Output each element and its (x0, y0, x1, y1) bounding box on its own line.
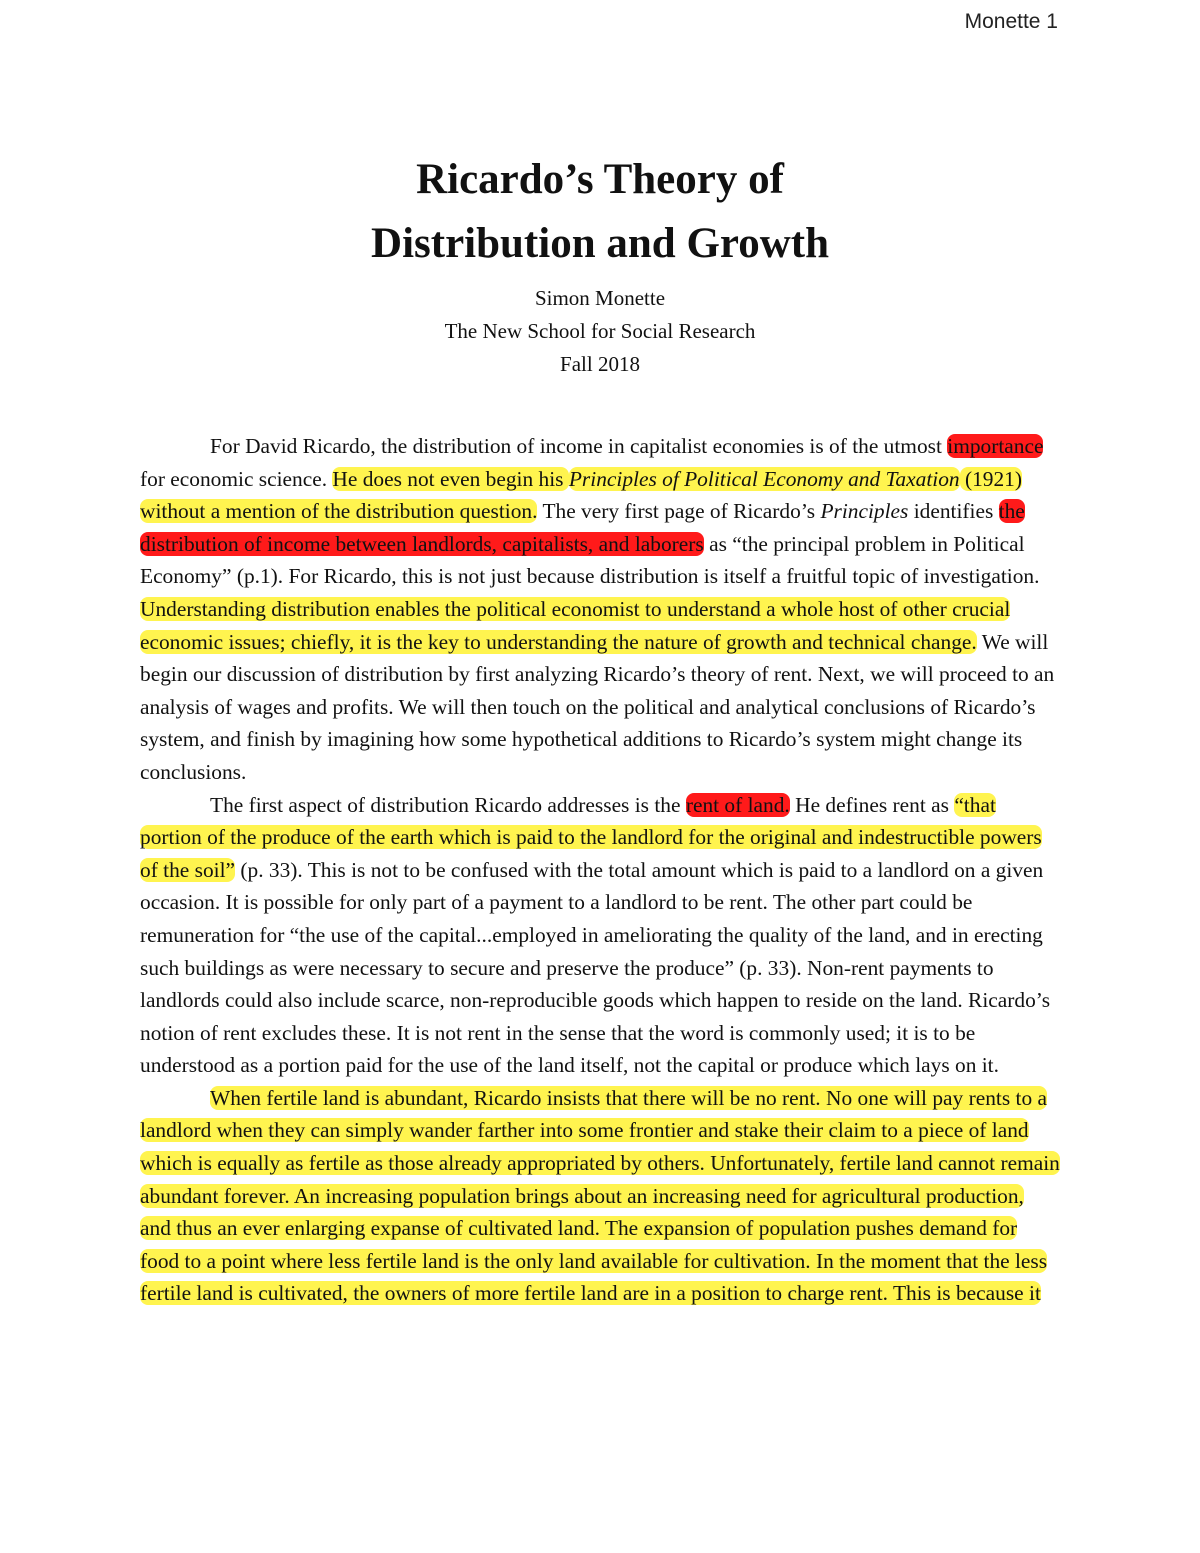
paragraph-2 (140, 789, 1060, 1082)
title-line-2: Distribution and Growth (371, 220, 829, 267)
title-line-1: Ricardo’s Theory of (416, 156, 784, 203)
text-run: identifies (908, 499, 999, 524)
author-name: Simon Monette (534, 286, 666, 310)
highlight-red: rent of land. (685, 792, 790, 817)
institution: The New School for Social Research (444, 319, 756, 343)
term: Fall 2018 (560, 352, 640, 376)
highlight-yellow: “that portion of the produce of the earth which is paid to the landlord for the original and indestructible powers of the soil” (140, 792, 1042, 882)
text-run: The very first page of Ricardo’s (537, 499, 821, 524)
title-block (0, 148, 1200, 381)
text-run: for economic science. (140, 466, 333, 491)
running-head: Monette 1 (964, 10, 1058, 33)
text-run: For David Ricardo, the distribution of income in capitalist economies is of the utmost (210, 434, 948, 458)
text-run: The first aspect of distribution Ricardo addresses is the (210, 792, 686, 817)
text-run: We will begin our discussion of distribution by first analyzing Ricardo’s theory of rent. Next, we will proceed to an analysis of wages and profits. We will then touch on the political and analytical conclusions of Ricardo’s system, and finish by imagining how some hypothetical additions to Ricardo’s system might change its conclusions. (140, 629, 1055, 784)
highlight-red: importance (947, 434, 1044, 458)
paragraph-1 (140, 430, 1060, 789)
highlight-yellow: He does not even begin his (332, 466, 569, 491)
paragraph-3 (140, 1082, 1060, 1310)
text-run: as “the principal problem in Political Economy” (p.1). For Ricardo, this is not just because distribution is itself a fruitful topic of investigation. (140, 531, 1040, 589)
highlight-yellow: Understanding distribution enables the political economist to understand a whole host of other crucial economic issues; chiefly, it is the key to understanding the nature of growth and technical change. (140, 596, 1011, 654)
text-run: He defines rent as (789, 792, 955, 817)
highlight-yellow: Principles of Political Economy and Taxation (568, 466, 960, 491)
highlight-red: the distribution of income between landlords, capitalists, and laborers (140, 499, 1025, 556)
highlight-yellow: (1921) without a mention of the distribution question. (140, 466, 1022, 524)
text-run: Principles (820, 499, 909, 524)
essay-body (140, 430, 1060, 1310)
highlight-yellow: When fertile land is abundant, Ricardo insists that there will be no rent. No one will pay rents to a landlord when they can simply wander farther into some frontier and stake their claim to a piece of land which is equally as fertile as those already appropriated by others. Unfortunately, fertile land cannot remain abundant forever. An increasing population brings about an increasing need for agricultural production, and thus an ever enlarging expanse of cultivated land. The expansion of population pushes demand for food to a point where less fertile land is the only land available for cultivation. In the moment that the less fertile land is cultivated, the owners of more fertile land are in a position to charge rent. This is because it (140, 1085, 1060, 1306)
text-run: (p. 33). This is not to be confused with the total amount which is paid to a landlord on a given occasion. It is possible for only part of a payment to a landlord to be rent. The other part could be remuneration for “the use of the capital...employed in ameliorating the quality of the land, and in erecting such buildings as were necessary to secure and preserve the produce” (p. 33). Non-rent payments to landlords could also include scarce, non-reproducible goods which happen to reside on the land. Ricardo’s notion of rent excludes these. It is not rent in the sense that the word is commonly used; it is to be understood as a portion paid for the use of the land itself, not the capital or produce which lays on it. (140, 857, 1051, 1078)
